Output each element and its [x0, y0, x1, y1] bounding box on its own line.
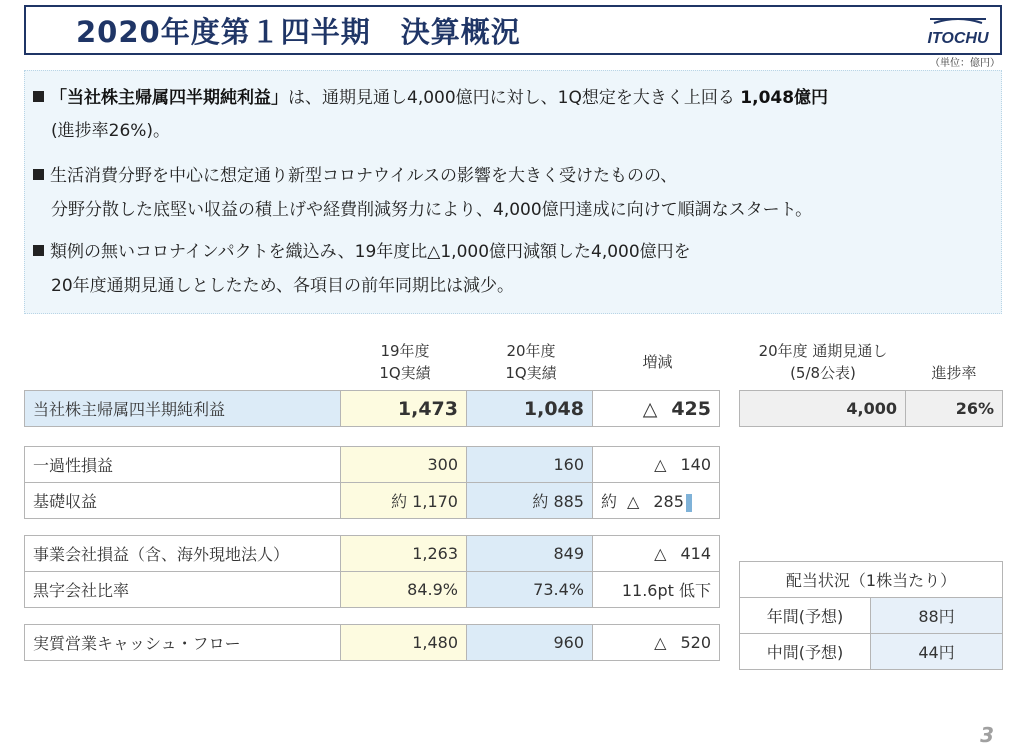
forecast-table: [739, 390, 1003, 427]
fy19-value: 1,473: [341, 391, 467, 427]
bullet-1-line2: (進捗率26%)。: [51, 121, 171, 141]
fy20-value: 73.4%: [467, 572, 593, 608]
table-row: [740, 634, 1003, 670]
logo-text: ITOCHU: [927, 30, 989, 47]
change-value: △ 140: [593, 447, 720, 483]
group-companies-table: [24, 535, 720, 608]
dividend-label: 中間(予想): [740, 634, 871, 670]
change-value: △ 425: [593, 391, 720, 427]
bullet-1: 「当社株主帰属四半期純利益」は、通期見通し4,000億円に対し、1Q想定を大きく上回る 1,048億円: [33, 83, 828, 114]
header-progress: 進捗率: [931, 364, 977, 382]
row-label: 基礎収益: [25, 483, 341, 519]
dividend-table: [739, 561, 1003, 670]
fy20-value: 160: [467, 447, 593, 483]
header-fy19: 19年度 1Q実績: [379, 342, 431, 382]
unit-label: （単位：億円）: [930, 58, 1000, 69]
dividend-value: 44円: [871, 634, 1003, 670]
forecast-value: 4,000: [740, 391, 906, 427]
dividend-value: 88円: [871, 598, 1003, 634]
bullet-2-line2: 分野分散した底堅い収益の積上げや経費削減努力により、4,000億円達成に向けて順調なスタート。: [51, 200, 813, 220]
summary-box: [24, 70, 1002, 314]
change-value: △ 520: [593, 625, 720, 661]
bullet-square-icon: [33, 245, 44, 256]
bullet-3: 類例の無いコロナインパクトを織込み、19年度比△1,000億円減額した4,000億円を: [33, 237, 691, 268]
table-row: [25, 625, 720, 661]
fy19-value: 84.9%: [341, 572, 467, 608]
row-label: 実質営業キャッシュ・フロー: [25, 625, 341, 661]
fy19-value: 1,263: [341, 536, 467, 572]
row-label: 一過性損益: [25, 447, 341, 483]
page-number: 3: [980, 723, 994, 747]
table-row: [740, 598, 1003, 634]
bullet-2: 生活消費分野を中心に想定通り新型コロナウイルスの影響を大きく受けたものの、: [33, 161, 677, 192]
fy19-value: 1,480: [341, 625, 467, 661]
dividend-title: 配当状況（1株当たり）: [740, 562, 1003, 598]
net-profit-table: [24, 390, 720, 427]
bullet-3-line2: 20年度通期見通しとしたため、各項目の前年同期比は減少。: [51, 276, 514, 296]
change-value: △ 414: [593, 536, 720, 572]
fy19-value: 約 1,170: [341, 483, 467, 519]
fy19-value: 300: [341, 447, 467, 483]
table-row: [740, 391, 1003, 427]
title-bar: [24, 5, 1002, 55]
fy20-value: 約 885: [467, 483, 593, 519]
table-row: [25, 391, 720, 427]
row-label: 当社株主帰属四半期純利益: [25, 391, 341, 427]
itochu-logo: [924, 13, 992, 49]
cash-flow-table: [24, 624, 720, 661]
bullet-square-icon: [33, 169, 44, 180]
progress-value: 26%: [906, 391, 1003, 427]
text-cursor-marker: [686, 494, 692, 512]
table-row: [25, 447, 720, 483]
header-forecast: 20年度 通期見通し (5/8公表): [758, 342, 888, 382]
fy20-value: 1,048: [467, 391, 593, 427]
table-row: [25, 483, 720, 519]
page-title: 2020年度第１四半期 決算概況: [76, 15, 521, 49]
header-change: 増減: [642, 353, 673, 371]
fy20-value: 960: [467, 625, 593, 661]
table-row: [740, 562, 1003, 598]
income-breakdown-table: [24, 446, 720, 519]
header-fy20: 20年度 1Q実績: [505, 342, 557, 382]
dividend-label: 年間(予想): [740, 598, 871, 634]
row-label: 黒字会社比率: [25, 572, 341, 608]
fy20-value: 849: [467, 536, 593, 572]
change-value: 約 △ 285: [593, 483, 720, 519]
table-row: [25, 572, 720, 608]
change-value: 11.6pt 低下: [593, 572, 720, 608]
bullet-square-icon: [33, 91, 44, 102]
table-row: [25, 536, 720, 572]
row-label: 事業会社損益（含、海外現地法人）: [25, 536, 341, 572]
